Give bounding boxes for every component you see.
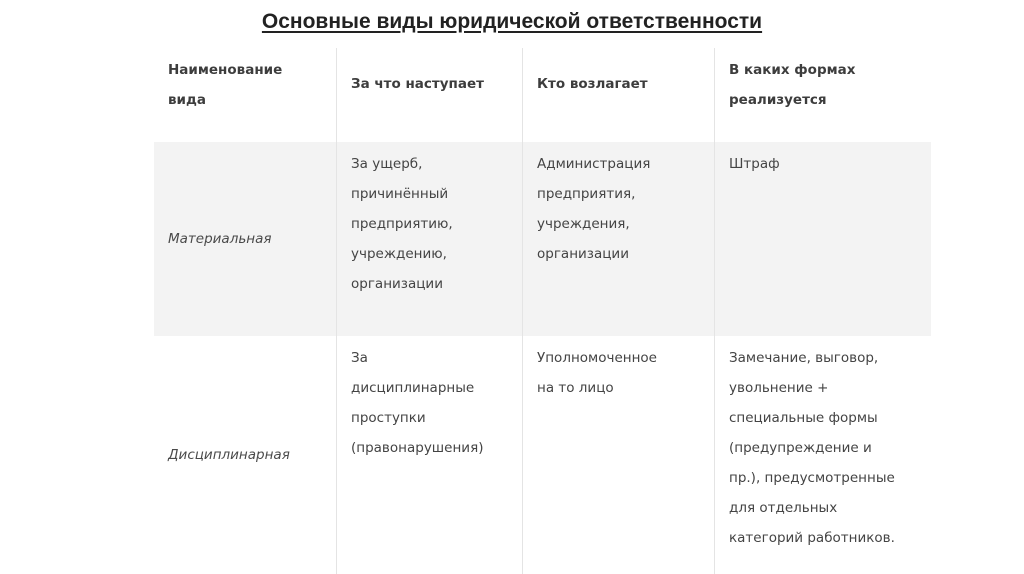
forms-line: увольнение + (729, 380, 829, 396)
imposed-by-line: учреждения, (537, 216, 630, 232)
header-imposed-by (522, 48, 714, 142)
header-forms-line: В каких формах (729, 62, 856, 78)
imposed-by-line: на то лицо (537, 380, 614, 396)
grounds-line: причинённый (351, 186, 449, 202)
imposed-by-line: организации (537, 246, 629, 262)
forms-cell (714, 142, 931, 336)
kind-label: Материальная (168, 231, 272, 247)
grounds-line: учреждению, (351, 246, 447, 262)
imposed-by-line: предприятия, (537, 186, 636, 202)
table-header-row (154, 48, 931, 142)
grounds-line: проступки (351, 410, 426, 426)
grounds-line: организации (351, 276, 443, 292)
page-title: Основные виды юридической ответственности (261, 10, 763, 33)
forms-line: (предупреждение и (729, 440, 872, 456)
forms-line: Штраф (729, 156, 780, 172)
grounds-line: За (351, 350, 368, 366)
header-grounds (336, 48, 522, 142)
header-forms-line: реализуется (729, 92, 827, 108)
grounds-line: (правонарушения) (351, 440, 484, 456)
kind-cell (154, 142, 336, 336)
imposed-by-cell (522, 336, 714, 574)
header-imposed-by-line: Кто возлагает (537, 76, 648, 92)
header-kind (154, 48, 336, 142)
grounds-line: За ущерб, (351, 156, 423, 172)
header-grounds-line: За что наступает (351, 76, 484, 92)
kind-label: Дисциплинарная (168, 447, 290, 463)
forms-line: для отдельных (729, 500, 838, 516)
grounds-cell (336, 336, 522, 574)
forms-line: специальные формы (729, 410, 878, 426)
grounds-cell (336, 142, 522, 336)
forms-line: Замечание, выговор, (729, 350, 879, 366)
forms-line: категорий работников. (729, 530, 895, 546)
header-kind-line: вида (168, 92, 207, 108)
grounds-line: дисциплинарные (351, 380, 475, 396)
forms-cell (714, 336, 931, 574)
grounds-line: предприятию, (351, 216, 453, 232)
forms-line: пр.), предусмотренные (729, 470, 895, 486)
header-kind-line: Наименование (168, 62, 283, 78)
table-row-disciplinary (154, 336, 931, 574)
imposed-by-line: Уполномоченное (537, 350, 657, 366)
kind-cell (154, 336, 336, 574)
imposed-by-line: Администрация (537, 156, 651, 172)
header-forms (714, 48, 931, 142)
table-row-material (154, 142, 931, 336)
liability-table (154, 48, 931, 574)
imposed-by-cell (522, 142, 714, 336)
